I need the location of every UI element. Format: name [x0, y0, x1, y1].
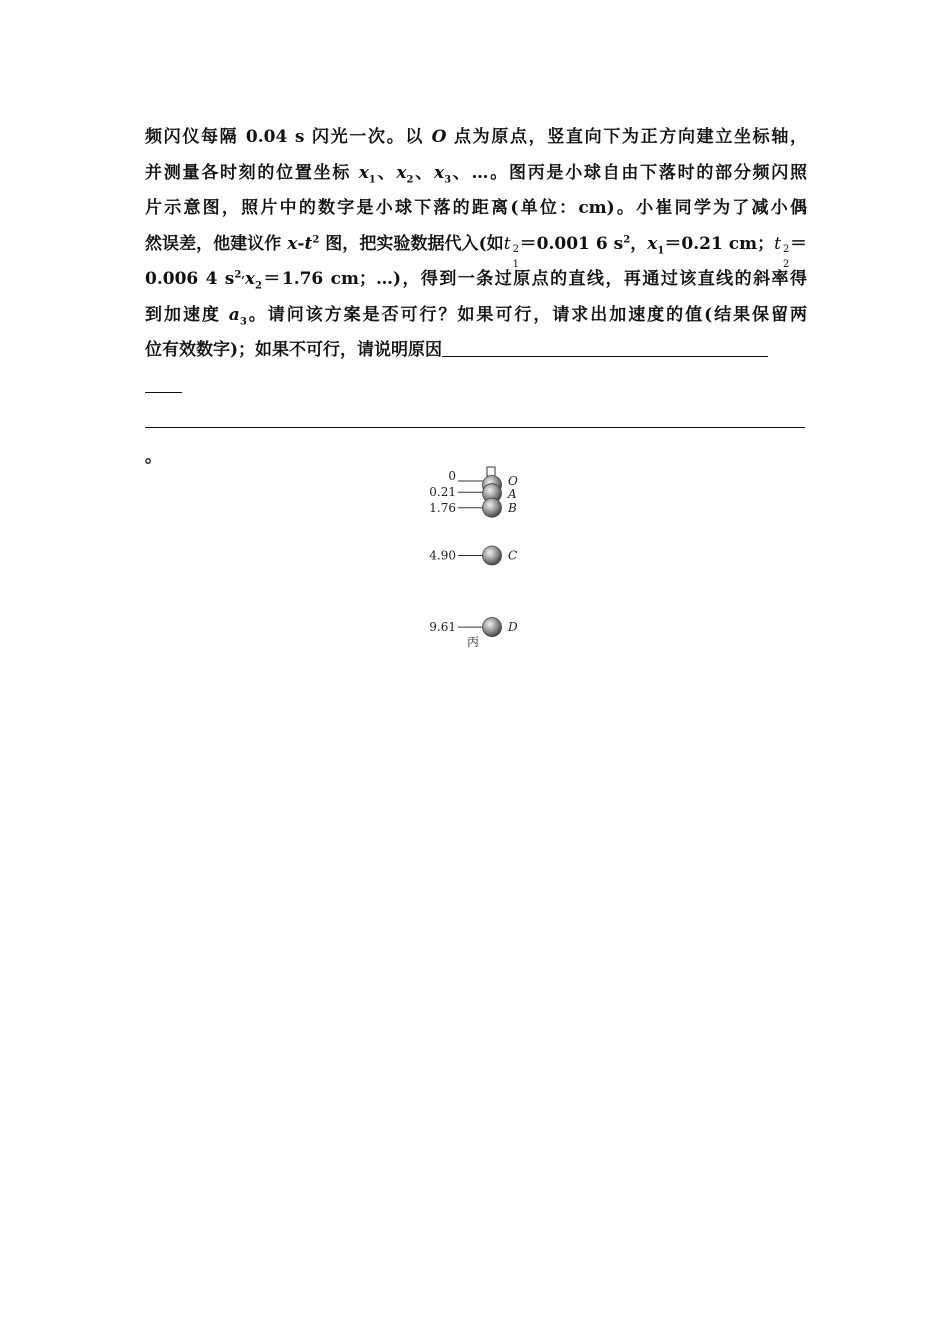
distance-label: 0.21: [429, 485, 456, 500]
text-line-5: [145, 262, 807, 298]
flash-photo-figure: [420, 462, 540, 657]
subscript: 2: [254, 280, 262, 292]
distance-label: 0: [448, 469, 456, 483]
var-x: x: [358, 162, 369, 183]
var-a: a: [228, 304, 240, 325]
figure-caption: 丙: [466, 635, 480, 649]
text-segment: 点为原点，竖直向下为正方向建立坐标轴，: [446, 127, 807, 147]
text-segment: -: [297, 233, 305, 254]
release-clip-icon: [487, 467, 495, 476]
point-label: O: [508, 474, 518, 488]
distance-label: 4.90: [429, 548, 456, 563]
subscript: 2: [782, 258, 790, 270]
point-label: B: [508, 500, 517, 515]
subscript: 3: [239, 315, 247, 327]
subscript: 1: [657, 244, 665, 256]
ball-position-b: [483, 498, 502, 517]
var-x: x: [433, 162, 445, 183]
point-label: A: [508, 487, 517, 502]
text-line-2: [145, 156, 807, 192]
answer-blank-continued[interactable]: [145, 374, 182, 393]
subscript: 3: [444, 173, 452, 185]
var-t: t: [304, 233, 313, 254]
text-line-3: 片示意图，照片中的数字是小球下落的距离(单位：cm)。小崔同学为了减小偶: [145, 198, 807, 218]
superscript: 2: [312, 233, 320, 245]
text-segment: ，: [630, 233, 648, 254]
text-line-8: [145, 369, 807, 405]
text-line-7: [145, 333, 807, 369]
superscript: 2,: [234, 269, 245, 281]
var-t: t: [774, 233, 781, 254]
text-line-1: [145, 120, 807, 156]
var-x: x: [287, 233, 298, 254]
ball-position-d: [483, 618, 502, 637]
distance-label: 1.76: [429, 500, 456, 515]
text-segment: 。请问该方案是否可行？如果可行，请求出加速度的值(结果保留两: [246, 304, 808, 325]
var-x: x: [396, 162, 407, 183]
text-line-10: 。: [145, 446, 162, 467]
answer-blank-full-line[interactable]: [145, 409, 805, 428]
distance-label: 9.61: [429, 620, 456, 635]
text-segment: 、…。图丙是小球自由下落时的部分频闪照: [451, 162, 808, 183]
text-segment: ＝0.21 cm；: [664, 233, 775, 254]
text-segment: 0.006 4 s: [145, 269, 235, 289]
subscript: 2: [406, 173, 414, 185]
var-x: x: [647, 233, 658, 254]
subscript: 1: [368, 173, 376, 185]
text-line-9: [145, 404, 807, 440]
text-segment: 位有效数字)；如果不可行，请说明原因: [145, 340, 443, 360]
superscript: 2: [512, 243, 519, 255]
text-segment: 、: [375, 162, 397, 183]
superscript: 2: [623, 233, 631, 245]
text-segment: 到加速度: [145, 304, 229, 325]
subscript: 1: [512, 258, 519, 270]
text-segment: ＝1.76 cm；…)，得到一条过原点的直线，再通过该直线的斜率得: [261, 269, 807, 289]
point-o-symbol: O: [431, 127, 447, 147]
text-segment: 、: [413, 162, 434, 183]
text-segment: ＝0.001 6 s: [519, 233, 624, 254]
point-label: C: [508, 548, 518, 563]
problem-text: [145, 120, 807, 475]
answer-blank[interactable]: [442, 338, 768, 357]
text-line-4: [145, 227, 808, 270]
text-line-6: [145, 298, 807, 334]
text-segment: 并测量各时刻的位置坐标: [145, 162, 359, 183]
figure-svg: [420, 462, 540, 657]
var-x: x: [244, 269, 255, 289]
ball-position-c: [483, 546, 502, 565]
superscript: 2: [782, 243, 790, 255]
text-segment: ＝: [789, 233, 808, 254]
text-segment: 频闪仪每隔 0.04 s 闪光一次。以: [145, 127, 432, 147]
text-segment: 图，把实验数据代入(如: [319, 233, 504, 254]
text-segment: 然误差，他建议作: [145, 233, 288, 254]
point-label: D: [508, 620, 518, 635]
var-t: t: [503, 233, 511, 254]
